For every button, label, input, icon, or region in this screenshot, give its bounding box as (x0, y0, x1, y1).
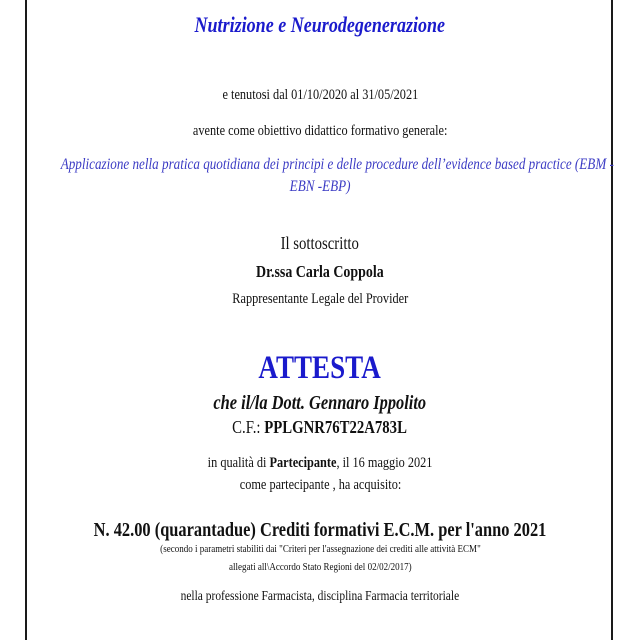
signer-name-text: Dr.ssa Carla Coppola (256, 262, 384, 281)
participation-role-date (0, 455, 640, 472)
participation-role-date-wrap (208, 455, 433, 472)
fiscal-code-label: C.F.: (232, 417, 265, 437)
acquired-text-span: come partecipante , ha acquisito: (239, 477, 401, 493)
role-suffix: , il 16 maggio 2021 (336, 455, 433, 471)
course-dates-text: e tenutosi dal 01/10/2020 al 31/05/2021 (222, 87, 418, 103)
criteria-note-line-1 (0, 543, 640, 555)
course-title (0, 12, 640, 38)
fiscal-code-wrap (233, 417, 408, 438)
course-title-text: Nutrizione e Neurodegenerazione (194, 12, 446, 37)
criteria-note-line-2 (0, 561, 640, 573)
profession-discipline (0, 589, 640, 605)
participant-name-text: che il/la Dott. Gennaro Ippolito (213, 392, 427, 414)
role-value: Partecipante (269, 455, 337, 471)
objective-line-1 (0, 156, 640, 174)
objective-line-2 (0, 178, 640, 196)
participant-name (0, 392, 640, 415)
signer-intro-text: Il sottoscritto (280, 233, 360, 253)
fiscal-code-value: PPLGNR76T22A783L (264, 417, 408, 437)
signer-name (0, 262, 640, 282)
role-prefix: in qualità di (207, 455, 270, 471)
acquired-text (0, 477, 640, 494)
objective-line-1-text: Applicazione nella pratica quotidiana dei principi e delle procedure dell’evidence based practice (EBM - (60, 156, 614, 173)
profession-discipline-text: nella professione Farmacista, disciplina Farmacia territoriale (180, 589, 460, 604)
objective-intro-text: avente come obiettivo didattico formativo generale: (192, 123, 448, 139)
signer-role-text: Rappresentante Legale del Provider (232, 291, 408, 307)
signer-role (0, 291, 640, 308)
criteria-note-line-2-text: allegati all\Accordo Stato Regioni del 02/02/2017) (228, 561, 412, 573)
course-dates (0, 87, 640, 104)
attesta-heading (0, 350, 640, 387)
objective-intro (0, 123, 640, 140)
attesta-heading-text: ATTESTA (258, 350, 382, 386)
criteria-note-line-1-text: (secondo i parametri stabiliti dai "Criteri per l'assegnazione dei crediti alle attività ECM" (159, 543, 481, 555)
fiscal-code (0, 417, 640, 438)
objective-line-2-text: EBN -EBP) (289, 178, 351, 195)
credits-awarded (0, 519, 640, 542)
signer-intro (0, 233, 640, 254)
credits-awarded-text: N. 42.00 (quarantadue) Crediti formativi E.C.M. per l'anno 2021 (93, 519, 547, 541)
